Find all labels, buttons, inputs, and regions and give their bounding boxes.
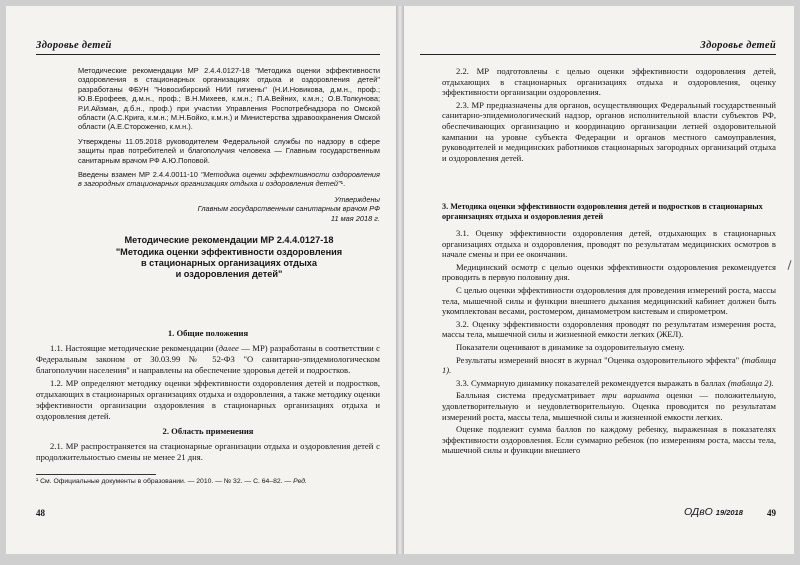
right-top-text — [442, 66, 776, 165]
replaced-paragraph: Введены взамен МР 2.4.4.0011-10 "Методика оценки эффективности оздоровления в загородных стационарных организациях отдыха и оздоровления детей"¹. — [78, 170, 380, 189]
sections-block — [36, 324, 380, 465]
paragraph-2-2: 2.2. МР подготовлены с целью оценки эффективности оздоровления детей, отдыхающих в стационарных организациях отдыха и оздоровления, оценку эффективности организации оздоровления. — [442, 66, 776, 98]
paragraph-1-2: 1.2. МР определяют методику оценки эффективности оздоровления детей и подростков, отдыхающих в стационарных организациях отдыха и оздоровления, а также методику оценки эффективности организации оздоровления в стационарных организациях отдыха и оздоровления детей. — [36, 378, 380, 421]
left-page — [6, 6, 396, 554]
paragraph-3-1: 3.1. Оценку эффективности оздоровления детей, отдыхающих в стационарных организациях отдыха и оздоровления, проводят по результатам медицинских осмотров в начале смены и при ее окончании. — [442, 228, 776, 260]
authors-paragraph: Методические рекомендации МР 2.4.4.0127-18 "Методика оценки эффективности оздоровления в стационарных организациях отдыха и оздоровления детей" разработаны ФБУН "Новосибирский НИИ гигиены" (Н.И.Новикова, д.м.н., проф.; Ю.В.Ерофеев, д.м.н., проф.; В.Н.Михеев, к.м.н.; П.А.Вейних, к.м.н.; О.В.Толкунова; Р.И.Айзман, д.б.н., проф.) при участии Управления Роспотребнадзора по Омской области (А.С.Крига, к.м.н.; М.Н.Бойко, к.м.н.) и Министерства здравоохранения Омской области (А.Е.Стороженко, к.м.н.). — [78, 66, 380, 132]
running-head-left: Здоровье детей — [36, 40, 112, 51]
paragraph-3-1-c: С целью оценки эффективности оздоровления для проведения измерений роста, массы тела, мышечной силы и функции внешнего дыхания медицинский кабинет должен быть укомплектован весами, ростомером, динамометром кистевым и спирометром. — [442, 284, 776, 317]
paragraph-3-2-c: Результаты измерений вносят в журнал "Оценка оздоровительного эффекта" (таблица 1). — [442, 354, 776, 376]
right-page — [404, 6, 794, 554]
paragraph-3-2: 3.2. Оценку эффективности оздоровления проводят по результатам измерения роста, массы тела, мышечной силы и жизненной емкости легких (ЖЕЛ). — [442, 318, 776, 340]
paragraph-3-3: 3.3. Суммарную динамику показателей рекомендуется выражать в баллах (таблица 2). — [456, 377, 774, 388]
approval-block: Утверждены Главным государственным санитарным врачом РФ 11 мая 2018 г. — [197, 194, 380, 223]
section-1-title: 1. Общие положения — [167, 328, 249, 338]
book-gutter — [396, 6, 404, 554]
paragraph-3-2-b: Показатели оценивают в динамике за оздоровительную смену. — [456, 341, 685, 352]
document-title: Методические рекомендации МР 2.4.4.0127-18 "Методика оценки эффективности оздоровления в стационарных организациях отдыха и оздоровления детей" — [115, 235, 343, 280]
intro-block — [78, 66, 380, 289]
page-number-left: 48 — [36, 508, 45, 518]
paragraph-3-4: Балльная система предусматривает три варианта оценки — положительную, удовлетворительную и неудовлетворительную. Оценка проводится по результатам измерений роста, массы тела, мышечной силы и жизненной емкости легких. — [442, 390, 776, 422]
page-number-right: 49 — [767, 508, 776, 518]
pencil-mark — [787, 260, 791, 270]
paragraph-2-3: 2.3. МР предназначены для органов, осуществляющих Федеральный государственный санитарно-эпидемиологический надзор, органов исполнительной власти субъектов РФ, обеспечивающих организацию и координацию организации летней оздоровительной кампании на уровне субъекта Федерации и органов местного самоуправления, руководителей и медицинских работников стационарных загородных организаций отдыха и оздоровления детей. — [442, 99, 776, 163]
section-2-title: 2. Область применения — [162, 426, 254, 436]
section-3-title: 3. Методика оценки эффективности оздоровления детей и подростков в стационарных организациях отдыха и оздоровления детей — [442, 202, 763, 222]
header-rule — [420, 54, 776, 55]
running-head-right: Здоровье детей — [700, 40, 776, 51]
header-rule — [36, 54, 380, 55]
footnote: ¹ См. Официальные документы в образовании. — 2010. — № 32. — С. 64–82. — Ред. — [36, 478, 307, 485]
paragraph-3-1-b: Медицинский осмотр с целью оценки эффективности оздоровления рекомендуется проводить в первую половину дня. — [442, 261, 776, 283]
right-main-text — [442, 228, 776, 458]
paragraph-2-1: 2.1. МР распространяется на стационарные организации отдыха и оздоровления детей с продолжительностью смены не менее 21 дня. — [36, 441, 380, 462]
issue-label: ОДвО 19/2018 — [684, 506, 743, 518]
paragraph-3-5: Оценке подлежит сумма баллов по каждому ребенку, выраженная в показателях эффективности оздоровления. Если суммарно ребенок (по измерениям роста, массы тела, мышечной силы и функции внешнего — [442, 424, 776, 456]
approved-paragraph: Утверждены 11.05.2018 руководителем Федеральной службы по надзору в сфере защиты прав потребителей и благополучия человека — Главным государственным санитарным врачом РФ А.Ю.Поповой. — [78, 136, 380, 165]
paragraph-1-1: 1.1. Настоящие методические рекомендации (далее — МР) разработаны в соответствии с Федеральным законом от 30.03.99 № 52-ФЗ "О санитарно-эпидемиологическом благополучии населения" и направлены на обеспечение здоровья детей и подростков. — [36, 343, 380, 375]
footnote-rule — [36, 474, 156, 475]
